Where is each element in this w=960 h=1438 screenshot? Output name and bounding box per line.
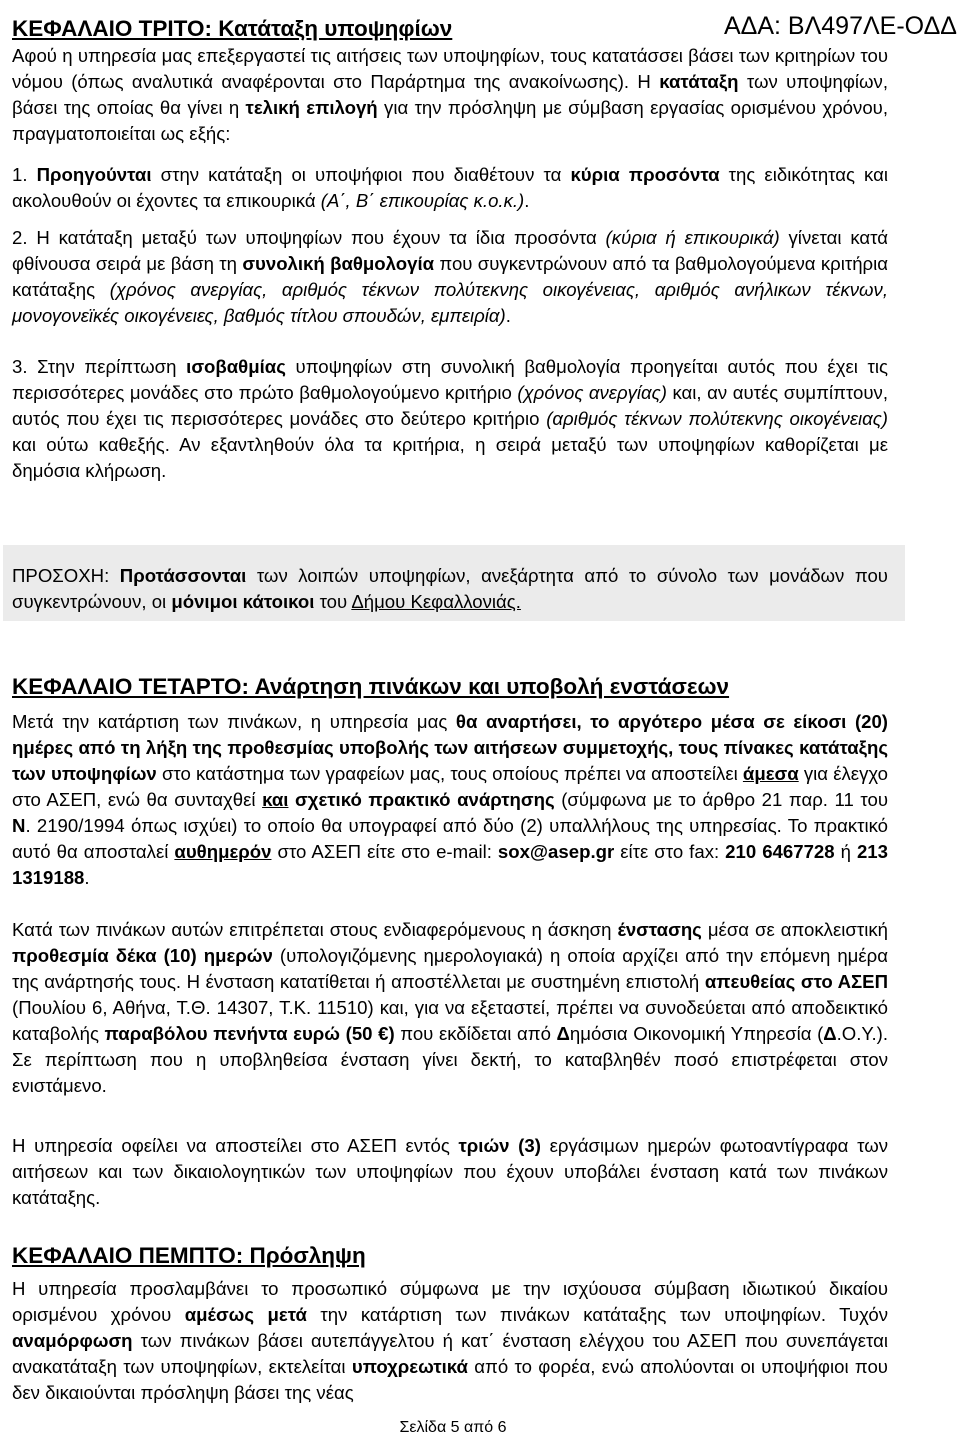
chapter-5-paragraph-1: Η υπηρεσία προσλαμβάνει το προσωπικό σύμφωνα με την ισχύουσα σύμβαση ιδιωτικού δικαίου ορισμένου χρόνου αμέσως μετά την κατάρτιση των πινάκων κατάταξης των υποψηφίων. Τυχόν αναμόρφωση των πινάκων βάσει αυτεπάγγελτου ή κατ΄ ένσταση ελέγχου του ΑΣΕΠ που συνεπάγεται ανακατάταξη των υποψηφίων, εκτελείται υποχρεωτικά από το φορέα, ενώ απολύονται οι υποψήφιοι που δεν δικαιούνται πρόσληψη βάσει της νέας [12, 1278, 888, 1403]
page-number: Σελίδα 5 από 6 [399, 1419, 507, 1436]
ranking-rule-1: 1. Προηγούνται στην κατάταξη οι υποψήφιοι που διαθέτουν τα κύρια προσόντα της ειδικότητας και ακολουθούν οι έχοντες τα επικουρικά (Α΄, Β΄ επικουρίας κ.ο.κ.). [12, 164, 889, 211]
chapter-5-title: ΚΕΦΑΛΑΙΟ ΠΕΜΠΤΟ: Πρόσληψη [12, 1243, 366, 1268]
ranking-rule-3: 3. Στην περίπτωση ισοβαθμίας υποψηφίων στη συνολική βαθμολογία προηγείται αυτός που έχει τις περισσότερες μονάδες στο πρώτο βαθμολογούμενο κριτήριο (χρόνος ανεργίας) και, αν αυτές συμπίπτουν, αυτός που έχει τις περισσότερες μονάδες στο δεύτερο κριτήριο (αριθμός τέκνων πολύτεκνης οικογένειας) και ούτω καθεξής. Αν εξαντληθούν όλα τα κριτήρια, η σειρά μεταξύ των υποψηφίων καθορίζεται με δημόσια κλήρωση. [12, 356, 888, 481]
chapter-3-title: ΚΕΦΑΛΑΙΟ ΤΡΙΤΟ: Κατάταξη υποψηφίων [12, 16, 453, 41]
chapter-4-title: ΚΕΦΑΛΑΙΟ ΤΕΤΑΡΤΟ: Ανάρτηση πινάκων και υποβολή ενστάσεων [12, 674, 730, 699]
ada-code: ΑΔΑ: ΒΛ497ΛΕ-ΟΔΔ [723, 12, 957, 40]
ranking-rule-2: 2. Η κατάταξη μεταξύ των υποψηφίων που έχουν τα ίδια προσόντα (κύρια ή επικουρικά) γίνεται κατά φθίνουσα σειρά με βάση τη συνολική βαθμολογία που συγκεντρώνουν από τα βαθμολογούμενα κριτήρια κατάταξης (χρόνος ανεργίας, αριθμός τέκνων πολύτεκνης οικογένειας, αριθμός ανήλικων τέκνων, μονογονεϊκές οικογένειες, βαθμός τίτλου σπουδών, εμπειρία). [12, 227, 888, 326]
chapter-4-paragraph-2: Κατά των πινάκων αυτών επιτρέπεται στους ενδιαφερόμενους η άσκηση ένστασης μέσα σε αποκλειστική προθεσμία δέκα (10) ημερών (υπολογιζόμενης ημερολογιακά) η οποία αρχίζει από την επόμενη ημέρα της ανάρτησής τους. Η ένσταση κατατίθεται ή αποστέλλεται με συστημένη επιστολή απευθείας στο ΑΣΕΠ (Πουλίου 6, Αθήνα, Τ.Θ. 14307, Τ.Κ. 11510) και, για να εξεταστεί, πρέπει να συνοδεύεται από αποδεικτικό καταβολής παραβόλου πενήντα ευρώ (50 €) που εκδίδεται από Δημόσια Οικονομική Υπηρεσία (Δ.Ο.Υ.). Σε περίπτωση που η υποβληθείσα ένσταση γίνει δεκτή, το καταβληθέν ποσό επιστρέφεται στον ενιστάμενο. [12, 919, 888, 1096]
chapter-4-paragraph-3: Η υπηρεσία οφείλει να αποστείλει στο ΑΣΕΠ εντός τριών (3) εργάσιμων ημερών φωτοαντίγραφα των αιτήσεων και των δικαιολογητικών των υποψηφίων που έχουν υποβάλει ένσταση κατά των πινάκων κατάταξης. [12, 1135, 889, 1208]
notice-box [3, 545, 905, 621]
chapter-3-intro: Αφού η υπηρεσία μας επεξεργαστεί τις αιτήσεις των υποψηφίων, τους κατατάσσει βάσει των κριτηρίων του νόμου (όπως αναλυτικά αναφέρονται στο Παράρτημα της ανακοίνωσης). Η κατάταξη των υποψηφίων, βάσει της οποίας θα γίνει η τελική επιλογή για την πρόσληψη με σύμβαση εργασίας ορισμένου χρόνου, πραγματοποιείται ως εξής: [12, 45, 889, 144]
chapter-4-paragraph-1: Μετά την κατάρτιση των πινάκων, η υπηρεσία μας θα αναρτήσει, το αργότερο μέσα σε είκοσι (20) ημέρες από τη λήξη της προθεσμίας υποβολής των αιτήσεων συμμετοχής, τους πίνακες κατάταξης των υποψηφίων στο κατάστημα των γραφείων μας, τους οποίους πρέπει να αποστείλει άμεσα για έλεγχο στο ΑΣΕΠ, ενώ θα συνταχθεί και σχετικό πρακτικό ανάρτησης (σύμφωνα με το άρθρο 21 παρ. 11 του Ν. 2190/1994 όπως ισχύει) το οποίο θα υπογραφεί από δύο (2) υπαλλήλους της υπηρεσίας. Το πρακτικό αυτό θα αποσταλεί αυθημερόν στο ΑΣΕΠ είτε στο e-mail: sox@asep.gr είτε στο fax: 210 6467728 ή 213 1319188. [12, 711, 889, 888]
notice-text: ΠΡΟΣΟΧΗ: Προτάσσονται των λοιπών υποψηφίων, ανεξάρτητα από το σύνολο των μονάδων που συγκεντρώνουν, οι μόνιμοι κάτοικοι του Δήμου Κεφαλλονιάς. [12, 565, 888, 612]
